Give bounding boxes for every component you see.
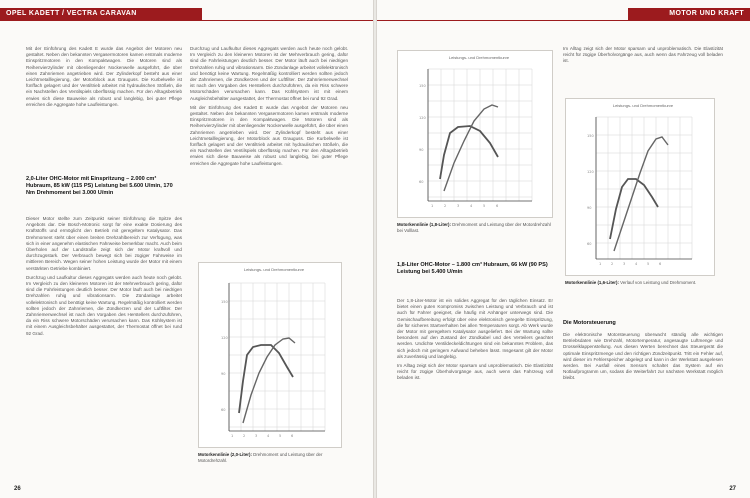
left-col1-top-paragraph: Mit der Einführung des Kadett E wurde das Angebot der Motoren neu gestaltet. Neben den bekannten Vergasermotoren kamen erstmals moderne Einspritzmotoren in den Kompaktwagen. Die Motoren sind als Reihenvierzylinder mit obenliegender Nockenwelle ausgeführt, die über einen Zahnriemen angetrieben wird. Der Zylinderkopf besteht aus einer Leichtmetalllegierung, der Motorblock aus Grauguss. Die Kurbelwelle ist fünffach gelagert und der Ventiltrieb arbeitet mit hydraulischen Stößeln, die ein Nachstellen des Ventilspiels überflüssig machen. Für den Alltagsbetrieb erwies sich diese Bauweise als robust und langlebig, bei guter Pflege erreichen die Aggregate hohe Laufleistungen.	[26, 46, 182, 107]
svg-text:6: 6	[291, 434, 294, 438]
svg-text:1: 1	[231, 434, 234, 438]
left-chart-caption	[198, 452, 340, 464]
right-col1-paragraph-2: Im Alltag zeigt sich der Motor sparsam und unproblematisch. Die Elastizität reicht für zügige Überholvorgänge aus, auch wenn das Fahrzeug voll beladen ist.	[397, 363, 553, 381]
right-col2-top-text	[563, 46, 723, 92]
svg-text:120: 120	[587, 170, 594, 174]
svg-text:1: 1	[431, 204, 434, 208]
svg-text:120: 120	[419, 116, 426, 120]
right-subheading: Die Motorsteuerung	[563, 320, 616, 326]
svg-text:150: 150	[587, 134, 594, 138]
left-section-heading: 2,0-Liter OHC-Motor mit Einspritzung – 2.000 cm³ Hubraum, 85 kW (115 PS) Leistung bei 5.600 U/min, 170 Nm Drehmoment bei 3.000 U/min	[26, 176, 173, 196]
svg-text:3: 3	[623, 262, 626, 266]
svg-text:5: 5	[483, 204, 486, 208]
left-col2-paragraph-2: Mit der Einführung des Kadett E wurde das Angebot der Motoren neu gestaltet. Neben den bekannten Vergasermotoren kamen erstmals moderne Einspritzmotoren in den Kompaktwagen. Die Motoren sind als Reihenvierzylinder mit obenliegender Nockenwelle ausgeführt, die über einen Zahnriemen angetrieben wird. Der Zylinderkopf besteht aus einer Leichtmetalllegierung, der Motorblock aus Grauguss. Die Kurbelwelle ist fünffach gelagert und der Ventiltrieb arbeitet mit hydraulischen Stößeln, die ein Nachstellen des Ventilspiels überflüssig machen. Für den Alltagsbetrieb erwies sich diese Bauweise als robust und langlebig, bei guter Pflege erreichen die Aggregate hohe Laufleistungen.	[190, 104, 348, 166]
svg-text:90: 90	[587, 206, 592, 210]
right-col1-text	[397, 298, 553, 482]
svg-text:4: 4	[635, 262, 638, 266]
right-engine-chart-1	[397, 50, 553, 218]
svg-text:1: 1	[599, 262, 602, 266]
left-page	[0, 0, 373, 498]
right-chart1-svg	[398, 51, 552, 217]
svg-text:5: 5	[647, 262, 650, 266]
right-chart2-caption	[565, 280, 713, 286]
svg-text:4: 4	[267, 434, 270, 438]
right-chart1-title: Leistungs- und Drehmomentkurve	[448, 55, 510, 60]
right-caption2-bold: Motorkennlinie (1,6-Liter):	[565, 280, 619, 285]
left-col2-top-text	[190, 46, 348, 236]
right-col2-top-paragraph: Im Alltag zeigt sich der Motor sparsam und unproblematisch. Die Elastizität reicht für zügige Überholvorgänge aus, auch wenn das Fahrzeug voll beladen ist.	[563, 46, 723, 64]
right-caption1-bold: Motorkennlinie (1,8-Liter):	[397, 222, 451, 227]
svg-text:3: 3	[255, 434, 258, 438]
right-engine-chart-2	[565, 98, 715, 276]
right-section-heading: 1,8-Liter OHC-Motor – 1.800 cm³ Hubraum, 66 kW (90 PS) Leistung bei 5.400 U/min	[397, 262, 548, 275]
svg-text:90: 90	[419, 148, 424, 152]
right-running-header: MOTOR UND KRAFT	[628, 8, 750, 20]
left-caption-text: Drehmoment und Leistung über der Motordrehzahl.	[198, 452, 323, 463]
svg-text:2: 2	[444, 204, 447, 208]
svg-text:120: 120	[221, 336, 228, 340]
svg-text:60: 60	[221, 408, 226, 412]
right-col2-bottom-paragraph: Die elektronische Motorsteuerung überwacht ständig alle wichtigen Betriebsdaten wie Drehzahl, Motortemperatur, angesaugte Luftmenge und Drosselklappenstellung. Aus diesen Werten berechnet das Steuergerät die optimale Einspritzmenge und den richtigen Zündzeitpunkt. Tritt ein Fehler auf, wird dieser im Fehlerspeicher abgelegt und kann in der Werkstatt ausgelesen werden. Bei Ausfall eines Sensors schaltet das System auf ein Notlaufprogramm um, sodass die Weiterfahrt zur nächsten Werkstatt möglich bleibt.	[563, 332, 723, 381]
right-page	[377, 0, 750, 498]
svg-text:2: 2	[243, 434, 246, 438]
left-header-rule	[0, 20, 373, 21]
svg-text:2: 2	[611, 262, 614, 266]
right-chart2-svg	[566, 99, 714, 275]
svg-text:6: 6	[496, 204, 499, 208]
left-col1-bottom-text	[26, 216, 182, 482]
svg-text:150: 150	[419, 84, 426, 88]
left-engine-chart	[198, 262, 342, 448]
svg-text:3: 3	[457, 204, 460, 208]
svg-text:6: 6	[659, 262, 662, 266]
svg-text:4: 4	[470, 204, 473, 208]
left-running-header: OPEL KADETT / VECTRA CARAVAN	[0, 8, 202, 20]
right-header-rule	[377, 20, 750, 21]
left-col2-paragraph: Durchzug und Laufkultur dieses Aggregats werden auch heute noch gelobt. Im Vergleich zu den kleineren Motoren ist der Mehrverbrauch gering, dafür sind die Fahrleistungen deutlich besser. Der Motor läuft auch bei niedrigen Drehzahlen ruhig und vibrationsarm. Die Zündanlage arbeitet vollelektronisch und benötigt keine Wartung. Regelmäßig kontrolliert werden sollten jedoch der Zahnriemen, die Zündkerzen und der Luftfilter. Der Zahnriemenwechsel ist nach den Vorgaben des Herstellers durchzuführen, da ein Riss schwere Motorschäden verursachen kann. Das Kühlsystem ist mit einem Ausgleichsbehälter ausgestattet, der Thermostat öffnet bei rund 92 Grad.	[190, 46, 348, 101]
svg-text:5: 5	[279, 434, 282, 438]
left-col1-continued-paragraph: Durchzug und Laufkultur dieses Aggregats werden auch heute noch gelobt. Im Vergleich zu den kleineren Motoren ist der Mehrverbrauch gering, dafür sind die Fahrleistungen deutlich besser. Der Motor läuft auch bei niedrigen Drehzahlen ruhig und vibrationsarm. Die Zündanlage arbeitet vollelektronisch und benötigt keine Wartung. Regelmäßig kontrolliert werden sollten jedoch der Zahnriemen, die Zündkerzen und der Luftfilter. Der Zahnriemenwechsel ist nach den Vorgaben des Herstellers durchzuführen, da ein Riss schwere Motorschäden verursachen kann. Das Kühlsystem ist mit einem Ausgleichsbehälter ausgestattet, der Thermostat öffnet bei rund 92 Grad.	[26, 274, 182, 336]
svg-text:60: 60	[587, 242, 592, 246]
left-chart-title: Leistungs- und Drehmomentkurve	[243, 267, 305, 272]
right-page-number: 27	[729, 486, 736, 492]
left-caption-bold: Motorkennlinie (2,0-Liter):	[198, 452, 252, 457]
right-caption1-text: Drehmoment und Leistung über der Motordrehzahl bei Volllast.	[397, 222, 551, 233]
right-caption2-text: Verlauf von Leistung und Drehmoment.	[618, 280, 697, 285]
left-chart-svg	[199, 263, 341, 447]
left-page-number: 26	[14, 486, 21, 492]
right-chart2-title: Leistungs- und Drehmomentkurve	[612, 103, 674, 108]
right-col1-paragraph: Der 1,8-Liter-Motor ist ein solides Aggregat für den täglichen Einsatz. Er bietet einen guten Kompromiss zwischen Leistung und Verbrauch und ist auch für Fahrer geeignet, die häufig mit Anhänger unterwegs sind. Die Gemischaufbereitung erfolgt über eine elektronisch geregelte Einspritzung, die für sicheres Startverhalten bei allen Temperaturen sorgt. Ab Werk wurde der Motor mit geregeltem Katalysator ausgeliefert. Bei der Wartung sollte besonders auf den Zustand der Zündkabel und des Verteilers geachtet werden. Undichte Ventildeckeldichtungen sind ein bekanntes Problem, das sich jedoch mit geringem Aufwand beheben lässt. Insgesamt gilt der Motor als zuverlässig und langlebig.	[397, 298, 553, 359]
left-col1-top-text	[26, 46, 182, 172]
right-chart1-caption	[397, 222, 551, 234]
svg-text:60: 60	[419, 180, 424, 184]
right-col2-bottom-text	[563, 332, 723, 482]
left-col1-bottom-paragraph: Dieser Motor stellte zum Zeitpunkt seiner Einführung die Spitze des Angebots dar. Die Bosch-Motronic sorgt für eine exakte Dosierung des Kraftstoffs und ermöglicht den Betrieb mit geregeltem Katalysator. Das Drehmoment steht über einen breiten Drehzahlbereich zur Verfügung, was sich in einer angenehm elastischen Fahrweise bemerkbar macht. Auch beim Überholen auf der Landstraße zeigt sich der Motor kraftvoll und durchzugsstark. Der Verbrauch bewegt sich bei zügiger Fahrweise im mittleren Bereich. Wegen seiner hohen Leistung wurde der Motor mit einem verstärkten Getriebe kombiniert.	[26, 216, 182, 271]
svg-text:150: 150	[221, 300, 228, 304]
svg-text:90: 90	[221, 372, 226, 376]
